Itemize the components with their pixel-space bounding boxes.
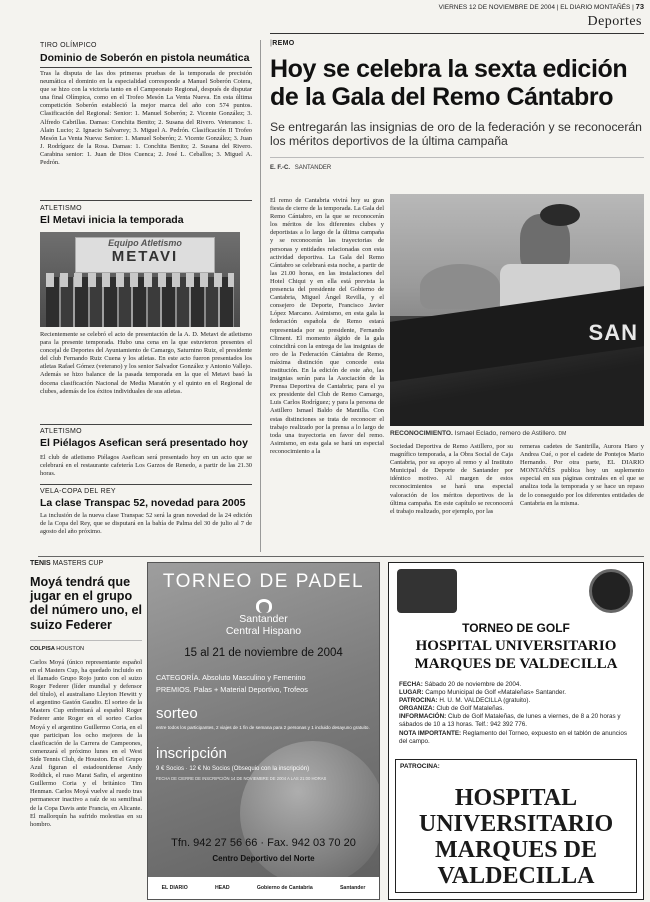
golf-info-value: Sábado 20 de noviembre de 2004. [424,681,522,688]
golf-info-value: Campo Municipal de Golf «Mataleñas» Santander. [425,689,566,697]
metavi-banner-text: Equipo Atletismo [108,238,182,248]
tiro-headline: Dominio de Soberón en pistola neumática [40,52,250,64]
golf-title: TORNEO DE GOLF [462,621,570,635]
golf-info-row [399,681,635,689]
padel-categories: CATEGORÍA. Absoluto Masculino y Femenino [156,673,306,682]
golf-patrocina-box [395,759,637,893]
golf-info-row [399,697,635,705]
santander-flame-icon [256,599,272,613]
metavi-kicker: ATLETISMO [40,205,82,212]
tenis-byline-author: COLPISA [30,645,55,652]
remo-byline-place: SANTANDER [294,165,332,171]
golf-info-value: Club de Golf Mataleñas. [436,705,504,713]
padel-dates: 15 al 21 de noviembre de 2004 [184,647,343,659]
tenis-kicker [30,560,142,567]
caption-text: Ismael Eclado, remero de Astillero. [454,430,557,437]
page-number: 73 [635,2,644,11]
caption-label: RECONOCIMIENTO. [390,430,453,437]
caption-credit: DM [558,431,567,437]
padel-deadline: FECHA DE CIERRE DE INSCRIPCIÓN 14 DE NOVIEMBRE DE 2004 A LAS 21:00 HORAS [156,776,327,781]
remo-kicker-text: REMO [272,40,295,47]
golf-info-label: FECHA: [399,681,423,688]
golf-info-label: INFORMACIÓN: [399,713,447,721]
golf-patrocina-label: PATROCINA: [400,763,440,770]
tenis-byline-place: HOUSTON [56,645,85,652]
golf-info-label: ORGANIZA: [399,705,435,713]
padel-prizes: PREMIOS. Palas + Material Deportivo, Trofeos [156,685,308,694]
date-line: VIERNES 12 DE NOVIEMBRE DE 2004 | EL DIARIO MONTAÑÉS | [438,4,634,11]
pielagos-kicker: ATLETISMO [40,428,82,435]
tenis-body: Carlos Moyá (único representante español en el Masters Cup, ha quedado incluido en el llamado Grupo Rojo junto con el suizo Roger Federer (líder mundial y defensor del título), el australiano Lleyton Hewitt y el argentino Gastón Gaudio. El sorteo de la Masters Cup enfrentará al español Roger Federer ante Roger en el sorteo Carlos Moyá y el argentino Guillermo Coria, en el que participan los ocho mejores de la clasificación de la Carrera de Campeones, comenzará el próximo lunes en el West Side Tennis Club, de Houston. En el Grupo Azul figuran el estadounidense Andy Roddick, el ruso Marat Safin, el argentino Guillermo Coria y el británico Tim Henman. Carlos Moyá vuelve al ruedo tras permanecer inactivo a raíz de su semifinal de la Copa Davis ante Francia, en Alicante. El mallorquín ha sufrido molestias en su hombro. [30,658,142,828]
remo-article [270,40,644,552]
metavi-headline: El Metavi inicia la temporada [40,214,184,226]
padel-sponsor-line2: Central Hispano [225,625,302,637]
padel-contact: Tfn. 942 27 56 66 · Fax. 942 03 70 20 [171,837,356,849]
golf-patrocina-line2: UNIVERSITARIO [418,811,614,837]
footer-logo-gobierno: Gobierno de Cantabria [256,885,313,891]
tenis-article [30,560,142,900]
padel-inscripcion-title: inscripción [156,745,227,762]
vela-body: La inclusión de la nueva clase Transpac 52 será la gran novedad de la 24 edición de la Copa del Rey, que se disputará en la bahía de Palma del 30 de julio al 7 de agosto del año próximo. [40,512,252,536]
tenis-kicker-bold: TENIS [30,560,51,567]
golf-info-value: Reglamento del Torneo, expuesto en el tablón de anuncios del campo. [399,729,627,745]
padel-sorteo-title: sorteo [156,705,198,722]
tenis-headline: Moyá tendrá que jugar en el grupo del número uno, el suizo Federer [30,575,142,632]
golf-info-label: LUGAR: [399,689,424,697]
remo-subhead: Se entregarán las insignias de oro de la federación y se reconocerán los méritos deportivos de la última campaña [270,120,642,148]
metavi-team-photo [40,232,240,327]
padel-footer-logos [148,877,379,899]
remo-kicker: |REMO [270,40,295,47]
hospital-crest-icon [397,569,457,613]
padel-inscripcion-text: 9 € Socios · 12 € No Socios (Obsequio con la inscripción) [156,766,310,772]
section-title: Deportes [587,14,642,29]
page-header [268,2,644,14]
golf-info-value: Club de Golf Mataleñas, de lunes a viernes, de 8 a 20 horas y sábados de 10 a 13 horas. Telf.: 942 392 776. [399,713,621,729]
tiro-article [40,42,252,193]
padel-ad [147,562,380,900]
remo-headline-line2: de la Gala del Remo Cántabro [270,83,614,111]
remo-headline-line1: Hoy se celebra la sexta edición [270,55,628,83]
metavi-banner-brand: METAVI [111,248,179,265]
remo-body-col2: Sociedad Deportiva de Remo Astillero, por su magnífico temporada, a la Obra Social de Caja Cantabria, por su apoyo al remo y al Instituto Municipal de Deporte de Santander por idéntico motivo. Al margen de estos reconocimientos se hará una especial valoración de los méritos deportivos de la última campaña. En este capítulo se reconocerá el trabajo realizado, por ejemplo, por las [390,443,513,515]
vela-headline: La clase Transpac 52, novedad para 2005 [40,497,246,509]
metavi-body: Recientemente se celebró el acto de presentación de la A. D. Metavi de atletismo para la presente temporada. Hubo una cena en la que estuvieron presentes el concejal de Deportes del Ayuntamiento de Camargo, Saturnino Ruiz, el presidente del club Fernando Ruiz Cuena y los atletas. En este acto fueron presentados los atletas Rafael Gómez (veterano) y los senior Salvador González y Antonio Vallejo. Además se hizo balance de la pasada temporada en la que el Metavi basó la docena clasificación Nacional de Media Maratón y el quinto en el Regional de clubes, además de los éxitos individuales de sus atletas. [40,331,252,395]
vela-kicker: VELA-COPA DEL REY [40,488,116,495]
padel-sponsor-line1: Santander [239,613,288,625]
golf-hospital-line1: HOSPITAL UNIVERSITARIO [415,638,617,654]
golf-club-logo-icon [589,569,633,613]
section-rule [38,556,644,557]
photo-boat-text: SAN [588,320,638,345]
footer-logo-head: HEAD [214,885,230,891]
left-column [40,40,252,555]
pielagos-headline: El Piélagos Asefican será presentado hoy [40,437,248,449]
header-rule [270,33,644,34]
golf-patrocina-line1: HOSPITAL [454,785,578,811]
tiro-body: Tras la disputa de las dos primeras pruebas de la temporada de precisión neumática el dominio en la especialidad corresponde a Manuel Soberón Cotera, que se hizo con la victoria tanto en el Campeonato Regional, después de disputar una final Olímpica, como en el Trofeo Mesón La Venta Nueva. En esta última competición Soberón estableció la mejor marca del año con 574 puntos. Clasificación del Regional: Senior: 1. Manuel Soberón; 2. Vicente González; 3. Alfredo Cabrillas. Damas: Conchita Benito; 2. Susana del Rivero. Veteranos: 1. Alain Lucio; 2. Ignacio Salvarrey; 3. Miguel A. Pedrón. Clasificación II Trofeo Mesón La Venta Nueva: Senior: 1. Manuel Soberón; 2. Vicente González; 3. Juan J. Rodríguez de la Rosa. Damas: 1. Conchita Benito; 2. Susana del Rivero. Carabina senior: 1. Juan de Dios Cuenca; 2. José L. Ceballos; 3. Miguel A. Pedrón. [40,70,252,167]
tenis-byline [30,646,142,652]
remo-byline-author: E. F.-C. [270,165,291,171]
remo-caption [390,430,644,437]
golf-info-row [399,689,635,697]
padel-ball-icon [240,741,380,886]
metavi-article [40,200,252,413]
pielagos-article [40,424,252,478]
footer-logo-santander: Santander [339,885,366,891]
golf-ad [388,562,644,900]
golf-hospital-line2: MARQUES DE VALDECILLA [414,656,618,672]
footer-logo-diario: EL DIARIO [161,885,188,891]
remo-headline [270,55,644,111]
golf-info-row [399,713,635,729]
golf-info-list [399,681,635,746]
remo-byline [270,165,644,171]
padel-phone: Tfn. 942 27 56 66 [171,837,258,849]
golf-info-label: PATROCINA: [399,697,438,705]
padel-venue: Centro Deportivo del Norte [212,854,315,863]
column-divider [260,40,261,552]
golf-info-value: H. U. M. VALDECILLA (gratuito). [439,697,531,705]
pielagos-body: El club de atletismo Piélagos Asefican será presentado hoy en un acto que se celebrará en el restaurante cafetería Los Garzos de Renedo, a partir de las 21.30 horas. [40,454,252,478]
golf-patrocina-line3: MARQUES DE [434,837,597,863]
vela-article [40,484,252,536]
remo-body-col1: El remo de Cantabria vivirá hoy su gran fiesta de cierre de la temporada. La Gala del Remo Cántabro, en la que se reconocerán los méritos de los diferentes clubes y deportistas a lo largo de la última campaña y se reconocerán las trayectorias de personas y entidades relacionadas con esta actividad deportiva. La Gala del Remo Cántabro se celebrará esta noche, a partir de las 21.00 horas, en las instalaciones del Hotel Chiqui y en ella está prevista la presencia del presidente del Gobierno de Cantabria, Miguel Ángel Revilla, y el consejero de Deporte, Francisco Javier López Marcano. Asimismo, en esta gala la federación española de Remo estará representada por su presidente, Fernando Climent. El momento álgido de la gala coincidirá con la entrega de las insignias de oro de la Federación Cántabra de Remo, máxima distinción que concede esta institución. En la edición de este año, las insignias serán para la Asociación de la Prensa Deportiva de Cantabria; para el ya ex presidente del Club de Remo Camargo, Luis Carlos Rodríguez; y para la persona de Astillero Ismael Baldo de Mantilla. Con estas distinciones se trata de reconocer el trabajo realizado por la prensa a lo largo de toda una trayectoria en favor del remo. Asimismo, en esta gala se hará un especial reconocimiento a la [270,197,384,455]
padel-sorteo-text: entre todos los participantes, 2 viajes de 1 fin de semana para 2 personas y 1 incluido desayuno gratuito. [156,725,370,730]
tiro-kicker: TIRO OLÍMPICO [40,42,97,49]
golf-info-label: NOTA IMPORTANTE: [399,729,462,737]
padel-fax: Fax. 942 03 70 20 [267,837,356,849]
remo-body-col3: remeras cadetes de Sanitrilla, Aurora Haro y Andrea Cué, o por el cadete de Pontejos Mario Hernando. Por otra parte, EL DIARIO MONTAÑÉS publica hoy un suplemento especial en sus páginas centrales en el que se analiza toda la temporada y se hace un repaso de lo conseguido por los diferentes entidades de Cantabria en la misma. [520,443,644,507]
padel-title: TORNEO DE PADEL [162,571,365,592]
golf-info-row [399,730,635,746]
remo-rower-photo [390,194,644,426]
tenis-kicker-light: MASTERS CUP [52,560,104,567]
golf-patrocina-line4: VALDECILLA [437,863,595,889]
